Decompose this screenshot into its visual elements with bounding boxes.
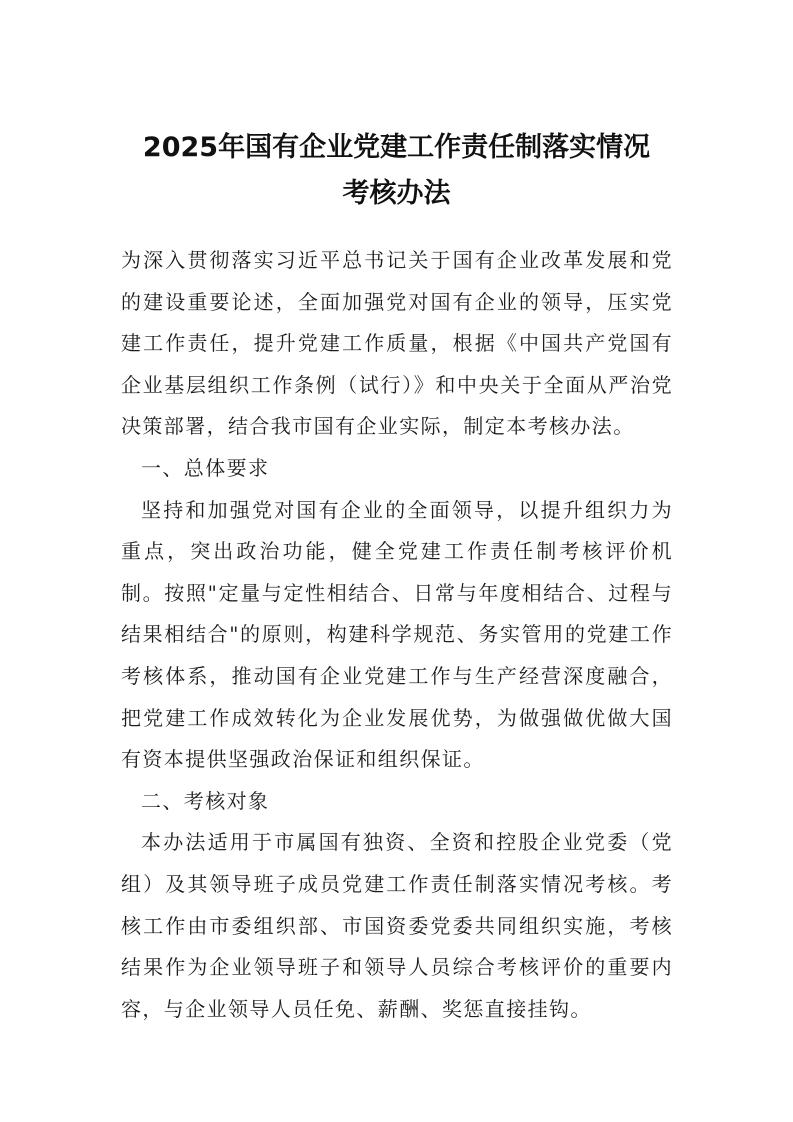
section-paragraph-general-requirements: 坚持和加强党对国有企业的全面领导，以提升组织力为重点，突出政治功能，健全党建工作责任制考核评价机制。按照"定量与定性相结合、日常与年度相结合、过程与结果相结合"的原则，构建科学规范、务实管用的党建工作考核体系，推动国有企业党建工作与生产经营深度融合，把党建工作成效转化为企业发展优势，为做强做优做大国有资本提供坚强政治保证和组织保证。 [121,497,673,772]
document-title-line1: 2025年国有企业党建工作责任制落实情况 [142,132,651,163]
intro-paragraph: 为深入贯彻落实习近平总书记关于国有企业改革发展和党的建设重要论述，全面加强党对国有企业的领导，压实党建工作责任，提升党建工作质量，根据《中国共产党国有企业基层组织工作条例（试行）》和中央关于全面从严治党决策部署，结合我市国有企业实际，制定本考核办法。 [121,248,673,439]
section-heading-assessment-targets: 二、考核对象 [141,788,270,813]
section-paragraph-assessment-targets: 本办法适用于市属国有独资、全资和控股企业党委（党组）及其领导班子成员党建工作责任制落实情况考核。考核工作由市委组织部、市国资委党委共同组织实施，考核结果作为企业领导班子和领导人员综合考核评价的重要内容，与企业领导人员任免、薪酬、奖惩直接挂钩。 [121,830,673,1021]
section-heading-general-requirements: 一、总体要求 [141,455,270,480]
document-title-line2: 考核办法 [342,178,451,209]
document-body [121,240,673,1030]
